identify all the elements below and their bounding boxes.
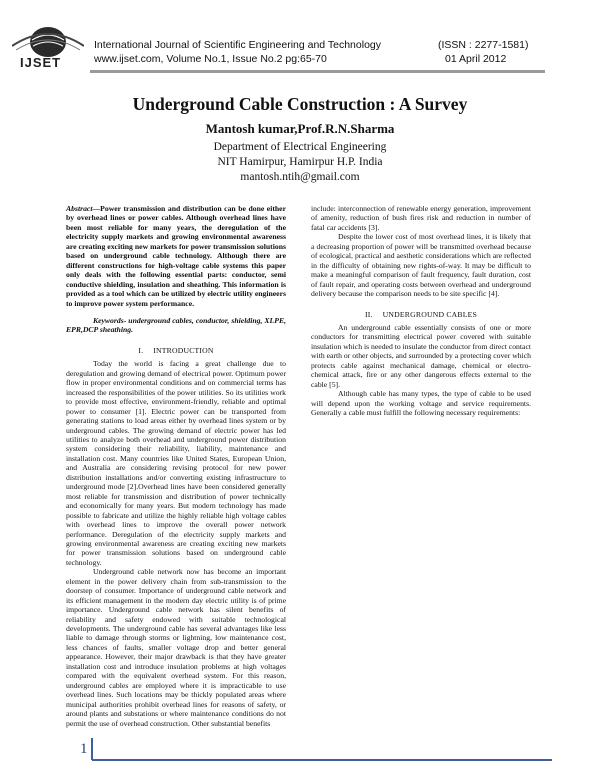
footer-vertical-rule xyxy=(91,738,93,760)
author-email: mantosh.ntih@gmail.com xyxy=(240,171,360,183)
section-title: INTRODUCTION xyxy=(153,345,214,355)
paragraph: Today the world is facing a great challenge due to deregulation and growing demand of electrical power. Optimum power flow in proper environmental conditions and on commercial terms has increased the responsibilities of the power utilities. So its utilities work to provide most effective, environment-friendly, reliable and optimal power to consumer [1]. Electric power can be transported from generating stations to load areas either by overhead lines system or by underground cables. The growing demand of electric power has led utilities to analyze both overhead and underground power distribution system considering their reliability, liability, maintenance and installation cost. Many countries like United States, European Union, and Australia are considering revising protocol for new power distribution installations and/or converting existing infrastructure to underground mode [2].Overhead lines have been considered generally most reliable for transmission and distribution of power technically and economically for many years. But modern technology has made possible to fabricate and utilize the highly reliable high voltage cables with overhead lines to improve the overall power network performance. Deregulation of the electricity supply markets and growing environmental awareness are creating exciting new markets for power transmission solutions based on underground cable technology. xyxy=(66,359,286,567)
paragraph: Despite the lower cost of most overhead lines, it is likely that a decreasing proportion of power will be transmitted overhead because of ecological, practical and aesthetic considerations which are reflected in the difficulty of obtaining new rights-of-way. It may be difficult to make a meaningful comparison of fault frequency, fault duration, cost of fault repair, and operating costs between overhead and underground delivery because the comparison needs to be site specific [4]. xyxy=(311,232,531,299)
issue-date: 01 April 2012 xyxy=(445,53,507,65)
logo-text: IJSET xyxy=(20,55,62,70)
keywords-label: Keywords- xyxy=(92,315,127,325)
keywords-text: underground cables, conductor, shielding, XLPE, EPR,DCP sheathing. xyxy=(66,315,286,335)
section-title: UNDERGROUND CABLES xyxy=(382,309,478,319)
paragraph: Although cable has many types, the type of cable to be used will depend upon the working voltage and service requirements. Generally a cable must fulfill the following necessary requirements: xyxy=(311,389,531,418)
section-heading-intro xyxy=(66,346,286,355)
affiliation-institute: NIT Hamirpur, Hamirpur H.P. India xyxy=(217,156,383,168)
paragraph: Underground cable network now has become an important element in the power delivery chain from sub-transmission to the doorstep of consumer. Importance of underground cable network and its efficient management in the modern day electric utility is of prime importance. Underground cable network has silent benefits of reliability and safety endowed with suitable technological developments. The underground cable has several advantages like less liable to damage through storms or lightning, low maintenance cost, less chances of faults, smaller voltage drop and better general appearance. However, their major drawback is that they have greater installation cost and introduce insulation problems at high voltages compared with the equivalent overhead system. For this reason, underground cables are employed where it is impracticable to use overhead lines. Such locations may be thickly populated areas where municipal authorities prohibit overhead lines for reasons of safety, or around plants and substations or where maintenance conditions do not permit the use of overhead construction. Other substantial benefits xyxy=(66,567,286,728)
journal-site-volume: www.ijset.com, Volume No.1, Issue No.2 pg:65-70 xyxy=(94,53,327,65)
right-column xyxy=(311,204,531,418)
paragraph: An underground cable essentially consists of one or more conductors for transmitting electrical power covered with suitable insulation which is needed to insulate the conductor from direct contact with earth or other objects, and surrounded by a protecting cover which protects cable against mechanical damage, chemical or electro-chemical attack, fire or any other dangerous effects external to the cable [5]. xyxy=(311,322,531,389)
keywords xyxy=(66,316,286,335)
paragraph-continued: include: interconnection of renewable energy generation, improvement of amenity, reduction of bush fires risk and reduction in number of fatal car accidents [3]. xyxy=(311,204,531,232)
header-rule xyxy=(90,70,545,73)
abstract-label: Abstract xyxy=(66,204,93,213)
footer-rule xyxy=(92,759,552,761)
abstract-text: —Power transmission and distribution can be done either by overhead lines or power cables. Although overhead lines have been most reliable for many years, the deregulation of the electricity supply markets and growing environmental awareness are creating exciting new markets for power transmission solutions based on underground cable technology. Although there are different constructions for high-voltage cable systems this paper only deals with the following essential parts: conductor, semi conductive shielding, insulation and sheathing. This information is provided as a tool which can be utilized by electric utility engineers to improve power system performance. xyxy=(66,204,286,308)
page-number: 1 xyxy=(80,741,88,757)
left-column xyxy=(66,204,286,728)
section-number: II. xyxy=(364,309,373,319)
affiliation-department: Department of Electrical Engineering xyxy=(213,141,387,153)
section-heading-cables xyxy=(311,310,531,319)
paper-authors: Mantosh kumar,Prof.R.N.Sharma xyxy=(205,121,395,136)
journal-name: International Journal of Scientific Engineering and Technology xyxy=(94,39,381,51)
section-number: I. xyxy=(138,345,144,355)
issn: (ISSN : 2277-1581) xyxy=(438,39,529,51)
abstract xyxy=(66,204,286,308)
paper-title: Underground Cable Construction : A Survey xyxy=(132,94,468,114)
